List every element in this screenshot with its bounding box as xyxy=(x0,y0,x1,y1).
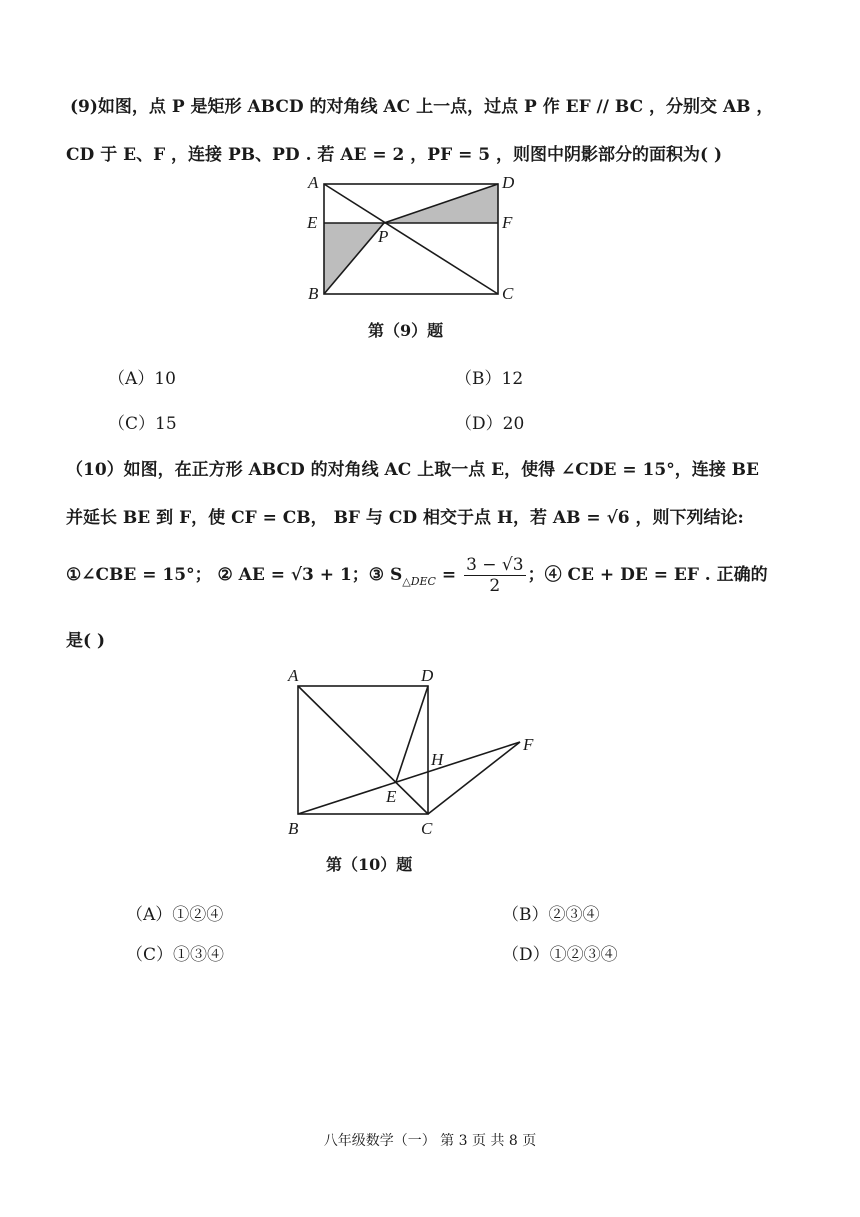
q9-option-d-value: 20 xyxy=(502,414,525,434)
q9-caption: 第（9）题 xyxy=(368,321,444,340)
q10-area-subscript: △DEC xyxy=(402,575,436,588)
q9-label-d: D xyxy=(502,173,515,192)
q10-stem-line3-b: ；④ CE + DE = EF . 正确的 xyxy=(527,565,768,585)
q9-option-c-key: （C） xyxy=(108,414,156,434)
q10-line-ac xyxy=(298,686,428,814)
q10-stem-line3 xyxy=(66,555,768,596)
q9-option-b-key: （B） xyxy=(455,369,502,389)
q10-option-a-key: （A） xyxy=(126,905,173,925)
q10-option-a-value: ①②④ xyxy=(172,905,224,925)
q10-option-d-value: ①②③④ xyxy=(549,945,618,965)
q10-label-b: B xyxy=(288,819,299,838)
q10-figure xyxy=(280,662,550,840)
q9-option-c xyxy=(108,409,177,434)
q10-label-f: F xyxy=(523,735,534,754)
q9-label-c: C xyxy=(502,284,514,303)
q9-stem-line1: (9)如图，点 P 是矩形 ABCD 的对角线 AC 上一点，过点 P 作 EF // BC ，分别交 AB ， xyxy=(70,97,774,117)
q10-stem-line2: 并延长 BE 到 F，使 CF = CB， BF 与 CD 相交于点 H，若 AB = √6 ，则下列结论: xyxy=(66,508,744,528)
q10-equals: = xyxy=(435,565,463,585)
q9-label-f: F xyxy=(502,213,513,232)
q10-stem-line3-a: ①∠CBE = 15°； ② AE = √3 + 1；③ S xyxy=(66,565,403,585)
q10-option-d xyxy=(502,940,618,965)
q9-option-b-value: 12 xyxy=(501,369,524,389)
q10-option-c xyxy=(126,940,224,965)
q9-option-d-key: （D） xyxy=(455,414,503,434)
q9-label-a: A xyxy=(308,173,319,192)
q10-fraction-denominator: 2 xyxy=(489,576,501,596)
q10-option-b-value: ②③④ xyxy=(548,905,600,925)
q10-caption: 第（10）题 xyxy=(326,855,413,874)
q10-area-fraction xyxy=(464,555,526,596)
q10-option-c-key: （C） xyxy=(126,945,174,965)
q10-line-de xyxy=(396,686,428,782)
q9-option-a-value: 10 xyxy=(154,369,176,389)
q9-option-c-value: 15 xyxy=(155,414,177,434)
q9-option-a xyxy=(108,364,176,389)
q10-option-c-value: ①③④ xyxy=(173,945,225,965)
q10-label-a: A xyxy=(288,666,299,685)
q10-option-b-key: （B） xyxy=(502,905,549,925)
q10-option-b xyxy=(502,900,600,925)
q10-fraction-numerator: 3 − √3 xyxy=(466,555,524,575)
q10-option-d-key: （D） xyxy=(502,945,550,965)
q9-stem-line2: CD 于 E、F ，连接 PB、PD . 若 AE = 2 ，PF = 5 ，则图中阴影部分的面积为( ) xyxy=(66,145,722,165)
q10-stem-line1: （10）如图，在正方形 ABCD 的对角线 AC 上取一点 E，使得 ∠CDE = 15°，连接 BE xyxy=(66,460,759,480)
q10-stem-line4: 是( ) xyxy=(66,631,106,651)
q10-label-e: E xyxy=(386,787,397,806)
q10-option-a xyxy=(126,900,223,925)
q9-option-b xyxy=(455,364,523,389)
q10-label-c: C xyxy=(421,819,433,838)
q9-label-e: E xyxy=(307,213,318,232)
q9-figure xyxy=(300,170,530,305)
q9-label-p: P xyxy=(378,227,389,246)
q9-option-d xyxy=(455,409,524,434)
q10-line-bf xyxy=(298,742,520,814)
q10-label-h: H xyxy=(431,750,444,769)
q10-label-d: D xyxy=(421,666,434,685)
q9-label-b: B xyxy=(308,284,319,303)
q9-option-a-key: （A） xyxy=(108,369,155,389)
page-footer: 八年级数学（一） 第 3 页 共 8 页 xyxy=(323,1133,537,1149)
